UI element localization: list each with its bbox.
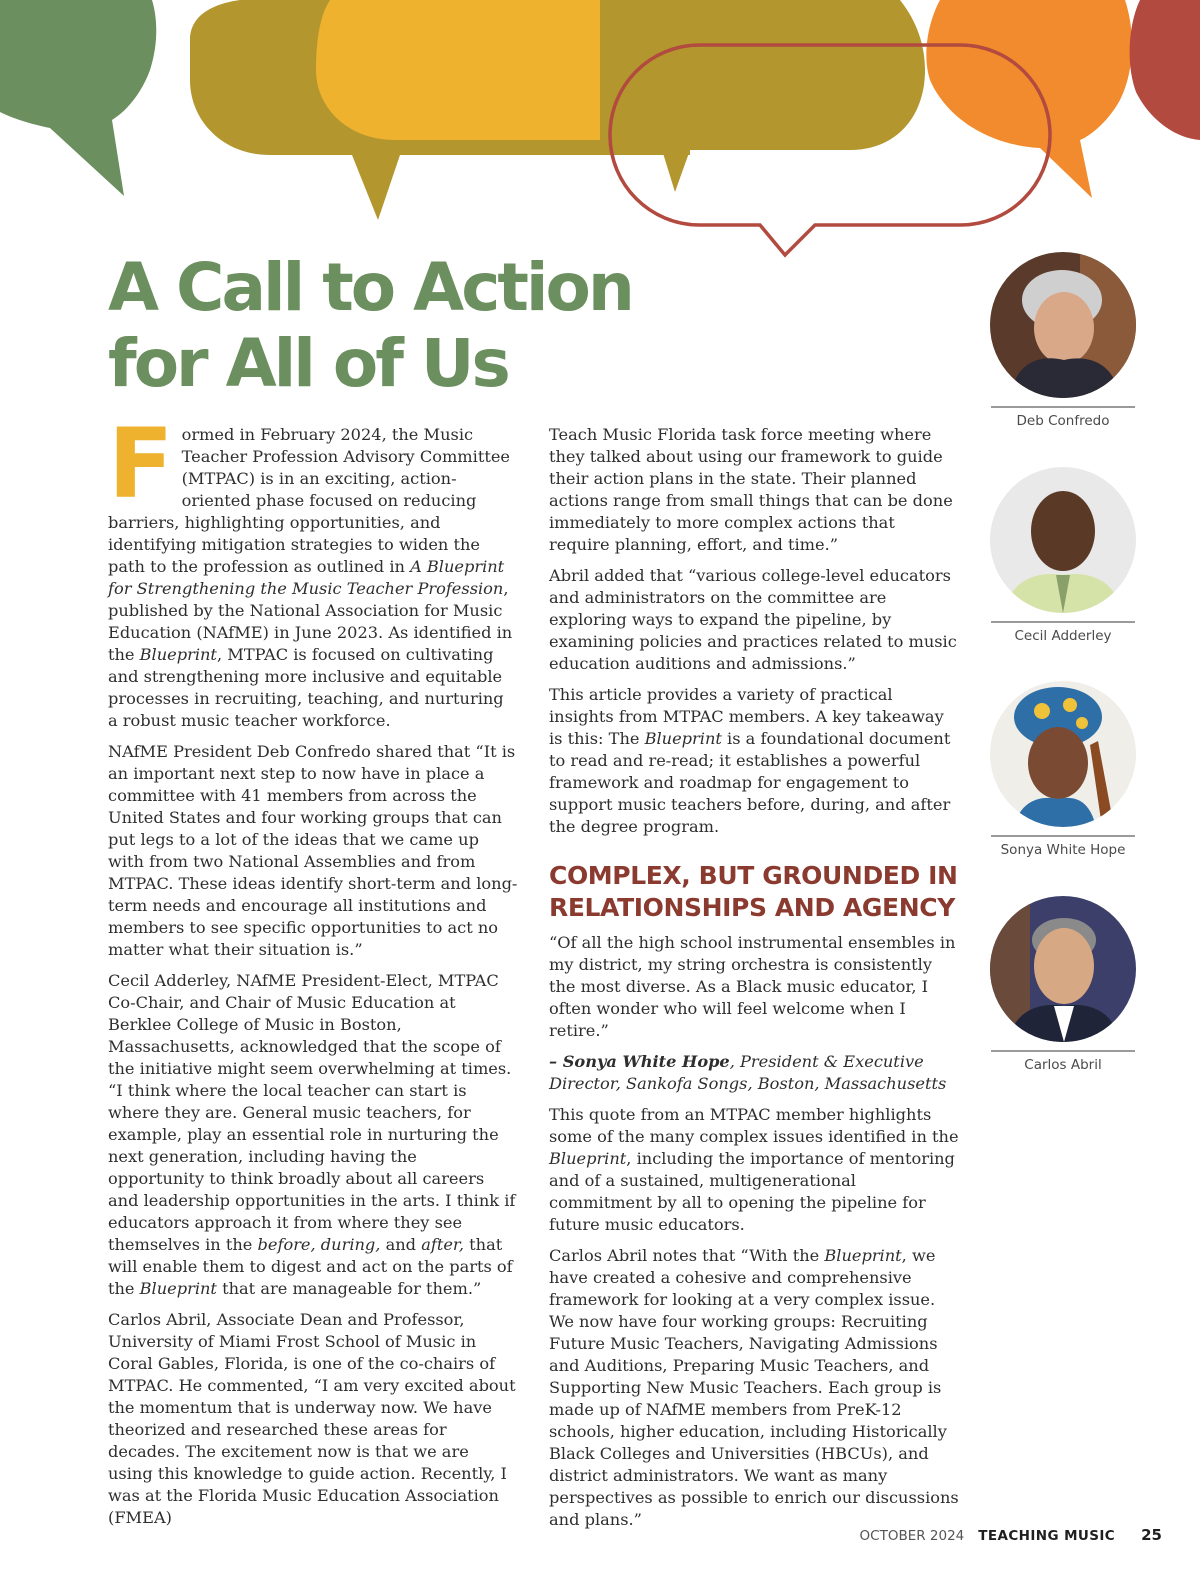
- paragraph: Cecil Adderley, NAfME President-Elect, MTPAC Co-Chair, and Chair of Music Education at Berklee College of Music in Boston, Massachusetts, acknowledged that the scope of the initiative might seem overwhelming at times. “I think where the local teacher can start is where they are. General music teachers, for example, play an essential role in nurturing the next generation, including having the opportunity to think broadly about all careers and leadership opportunities in the arts. I think if educators approach it from where they see themselves in the before, during, and after, that will enable them to digest and act on the parts of the Blueprint that are manageable for them.”: [108, 971, 516, 1298]
- drop-cap: F: [108, 408, 174, 520]
- avatar: [990, 896, 1136, 1042]
- article-title-line-2: for All of Us: [108, 325, 508, 402]
- article-column-left: [108, 408, 518, 1538]
- pull-quote: “Of all the high school instrumental ensembles in my district, my string orchestra is consistently the most diverse. As a Black music educator, I often wonder who will feel welcome when I retire.”: [549, 933, 956, 1040]
- avatar: [990, 252, 1136, 398]
- caption-rule: [991, 621, 1135, 623]
- caption-rule: [991, 406, 1135, 408]
- caption-rule: [991, 1050, 1135, 1052]
- article-title: [108, 250, 668, 402]
- page-number: 25: [1141, 1526, 1162, 1544]
- issue-date: OCTOBER 2024: [859, 1528, 965, 1544]
- portrait-caption: Sonya White Hope: [1000, 842, 1126, 858]
- article-column-right: [549, 424, 959, 1540]
- avatar: [990, 681, 1136, 827]
- green-speech-bubble-icon: [0, 0, 156, 196]
- portrait-sonya-white-hope: [990, 681, 1136, 859]
- orange-speech-bubble-icon: [926, 0, 1132, 198]
- page-footer: [860, 1526, 1162, 1544]
- article-title-line-1: A Call to Action: [108, 249, 632, 326]
- caption-rule: [991, 835, 1135, 837]
- avatar: [990, 467, 1136, 613]
- portrait-caption: Cecil Adderley: [1014, 628, 1112, 644]
- paragraph: This article provides a variety of practical insights from MTPAC members. A key takeaway is this: The Blueprint is a foundational document to read and re-read; it establishes a powerful framework and roadmap for engagement to support music teachers before, during, and after the degree program.: [549, 685, 951, 836]
- paragraph: Abril added that “various college-level educators and administrators on the committee are exploring ways to expand the pipeline, by examining policies and practices related to music education auditions and admissions.”: [549, 566, 957, 673]
- portrait-carlos-abril: [990, 896, 1136, 1074]
- quote-attribution: – Sonya White Hope, President & Executive Director, Sankofa Songs, Boston, Massachusetts: [549, 1052, 947, 1093]
- portrait-cecil-adderley: [990, 467, 1136, 645]
- paragraph: Carlos Abril notes that “With the Blueprint, we have created a cohesive and comprehensive framework for looking at a very complex issue. We now have four working groups: Recruiting Future Music Teachers, Navigating Admissions and Auditions, Preparing Music Teachers, and Supporting New Music Teachers. Each group is made up of NAfME members from PreK-12 schools, higher education, including Historically Black Colleges and Universities (HBCUs), and district administrators. We want as many perspectives as possible to enrich our discussions and plans.”: [549, 1246, 959, 1529]
- paragraph: Carlos Abril, Associate Dean and Professor, University of Miami Frost School of Music in Coral Gables, Florida, is one of the co-chairs of MTPAC. He commented, “I am very excited about the momentum that is underway now. We have theorized and researched these areas for decades. The excitement now is that we are using this knowledge to guide action. Recently, I was at the Florida Music Education Association (FMEA): [108, 1310, 516, 1527]
- section-heading: COMPLEX, BUT GROUNDED IN RELATIONSHIPS AND AGENCY: [549, 861, 958, 922]
- paragraph: This quote from an MTPAC member highlights some of the many complex issues identified in the Blueprint, including the importance of mentoring and of a sustained, multigenerational commitment by all to opening the pipeline for future music educators.: [549, 1105, 959, 1234]
- magazine-name: TEACHING MUSIC: [978, 1528, 1116, 1544]
- header-speech-bubbles: [0, 0, 1200, 260]
- paragraph: Formed in February 2024, the Music Teacher Profession Advisory Committee (MTPAC) is in an exciting, action-oriented phase focused on reducing barriers, highlighting opportunities, and identifying mitigation strategies to widen the path to the profession as outlined in A Blueprint for Strengthening the Music Teacher Profession, published by the National Association for Music Education (NAfME) in June 2023. As identified in the Blueprint, MTPAC is focused on cultivating and strengthening more inclusive and equitable processes in recruiting, teaching, and nurturing a robust music teacher workforce.: [108, 408, 513, 730]
- red-speech-bubble-icon: [1130, 0, 1200, 140]
- portrait-deb-confredo: [990, 252, 1136, 430]
- paragraph: NAfME President Deb Confredo shared that “It is an important next step to now have in place a committee with 41 members from across the United States and four working groups that can put legs to a lot of the ideas that we came up with from two National Assemblies and from MTPAC. These ideas identify short-term and long-term needs and encourage all institutions and members to see specific opportunities to act no matter what their situation is.”: [108, 742, 518, 959]
- olive-right-speech-bubble-icon: [600, 0, 925, 192]
- paragraph: Teach Music Florida task force meeting where they talked about using our framework to guide their action plans in the state. Their planned actions range from small things that can be done immediately to more complex actions that require planning, effort, and time.”: [549, 425, 953, 554]
- portrait-caption: Deb Confredo: [1016, 413, 1110, 429]
- portrait-caption: Carlos Abril: [1024, 1057, 1102, 1073]
